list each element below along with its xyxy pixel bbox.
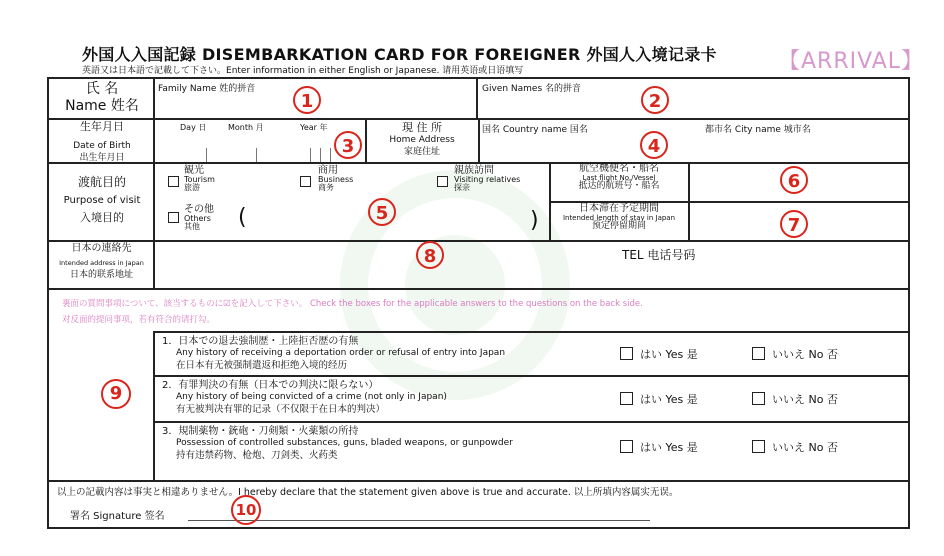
marker-6: 6	[780, 166, 808, 194]
family-name-label: Family Name 姓的拼音	[158, 84, 256, 94]
marker-7: 7	[780, 210, 808, 238]
home-address-label-jp: 現 住 所	[402, 121, 442, 134]
others-option: その他 Others 其他	[184, 204, 214, 231]
question-3-no-label: いいえ No 否	[772, 441, 838, 454]
question-2-yes-checkbox[interactable]	[620, 392, 633, 405]
question-3-no-checkbox[interactable]	[752, 440, 765, 453]
question-1-cn: 在日本有无被强制遣返和拒绝入境的经历	[176, 359, 348, 371]
question-3-yes-label: はい Yes 是	[640, 441, 698, 454]
dob-label-jp: 生年月日	[80, 120, 124, 133]
signature-label: 署名 Signature 签名	[70, 511, 165, 522]
japan-address-label-jp: 日本の連絡先	[71, 243, 132, 254]
visiting-relatives-checkbox[interactable]	[437, 176, 448, 187]
japan-address-label-en: Intended address in Japan	[59, 259, 144, 267]
length-of-stay-label: 日本滞在予定期間 Intended length of stay in Japan 预定停留期间	[562, 203, 676, 231]
marker-3: 3	[334, 131, 362, 159]
arrival-tag: 【ARRIVAL】	[778, 49, 925, 74]
dob-year-label: Year 年	[300, 123, 328, 132]
given-names-label: Given Names 名的拼音	[482, 84, 582, 94]
question-1-en: Any history of receiving a deportation order or refusal of entry into Japan	[176, 348, 506, 358]
marker-4: 4	[640, 131, 668, 159]
dob-label-en: Date of Birth	[73, 141, 131, 151]
home-address-label-cn: 家庭住址	[403, 147, 440, 157]
question-3-jp: 3．規制薬物・銃砲・刀剣類・火薬類の所持	[162, 426, 359, 437]
question-2-no-checkbox[interactable]	[752, 392, 765, 405]
marker-5: 5	[368, 198, 396, 226]
question-2-no-label: いいえ No 否	[772, 393, 838, 406]
others-paren-close: )	[530, 208, 539, 233]
visiting-relatives-option: 親族訪問 Visiting relatives 探亲	[454, 165, 521, 192]
business-checkbox[interactable]	[300, 176, 311, 187]
question-1-yes-checkbox[interactable]	[620, 347, 633, 360]
purpose-label-cn: 入境目的	[80, 211, 124, 224]
question-1-no-label: いいえ No 否	[772, 348, 838, 361]
question-1-jp: 1．日本での退去強制歴・上陸拒否歴の有無	[162, 336, 359, 347]
home-address-label-en: Home Address	[389, 135, 455, 145]
declaration-text: 以上の記載内容は事実と相違ありません。I hereby declare that the statement given above is true and accurate. 以上所填内容属实无误。	[57, 487, 679, 498]
card-title: 外国人入国記録 DISEMBARKATION CARD FOR FOREIGNER 外国人入境记录卡	[82, 45, 717, 64]
tourism-checkbox[interactable]	[168, 176, 179, 187]
dob-label-cn: 出生年月日	[79, 153, 125, 163]
others-checkbox[interactable]	[168, 212, 179, 223]
last-flight-label: 航空機便名・船名 Last flight No./Vessel 抵达的航班号・船名	[578, 163, 660, 191]
purpose-label-en: Purpose of visit	[63, 195, 141, 206]
tourism-option: 観光 Tourism 旅游	[184, 165, 215, 192]
dob-field[interactable]	[158, 135, 362, 160]
name-label-en: Name 姓名	[65, 98, 139, 114]
dob-month-label: Month 月	[228, 123, 264, 132]
question-3-en: Possession of controlled substances, guns, bladed weapons, or gunpowder	[176, 438, 513, 448]
marker-8: 8	[416, 241, 444, 269]
marker-9: 9	[101, 379, 131, 409]
purpose-label-jp: 渡航目的	[77, 175, 126, 189]
marker-10: 10	[231, 495, 261, 525]
question-2-en: Any history of being convicted of a crime (not only in Japan)	[176, 392, 447, 402]
dob-day-label: Day 日	[180, 123, 207, 132]
card-instructions: 英語又は日本語で記載して下さい。Enter information in either English or Japanese. 请用英语或日语填写	[82, 66, 524, 76]
signature-line	[188, 520, 650, 521]
question-3-yes-checkbox[interactable]	[620, 440, 633, 453]
marker-1: 1	[293, 86, 321, 114]
question-2-yes-label: はい Yes 是	[640, 393, 698, 406]
questions-instruction-cn: 对反面的提问事项，若有符合的请打勾。	[62, 315, 216, 325]
home-address-field[interactable]	[482, 135, 906, 160]
question-2-cn: 有无被判决有罪的记录（不仅限于在日本的判决）	[176, 403, 386, 415]
marker-2: 2	[641, 86, 669, 114]
japan-address-field[interactable]	[158, 262, 618, 286]
others-paren-open: (	[238, 205, 247, 230]
country-name-label: 国名 Country name 国名	[482, 125, 588, 135]
business-option: 商用 Business 商务	[318, 165, 354, 192]
question-1-no-checkbox[interactable]	[752, 347, 765, 360]
japan-address-label-cn: 日本的联系地址	[69, 270, 133, 280]
tel-label: TEL 电话号码	[622, 248, 696, 262]
question-2-jp: 2．有罪判決の有無（日本での判決に限らない）	[162, 380, 379, 391]
name-label-jp: 氏 名	[85, 81, 119, 97]
given-names-field[interactable]	[482, 95, 906, 116]
question-1-yes-label: はい Yes 是	[640, 348, 698, 361]
questions-instruction: 裏面の質問事項について、該当するものに☑を記入して下さい。 Check the boxes for the applicable answers to the questions on the back side.	[62, 299, 643, 309]
question-3-cn: 持有违禁药物、枪炮、刀剑类、火药类	[176, 449, 338, 461]
tel-field[interactable]	[700, 262, 906, 286]
city-name-label: 都市名 City name 城市名	[705, 125, 811, 135]
